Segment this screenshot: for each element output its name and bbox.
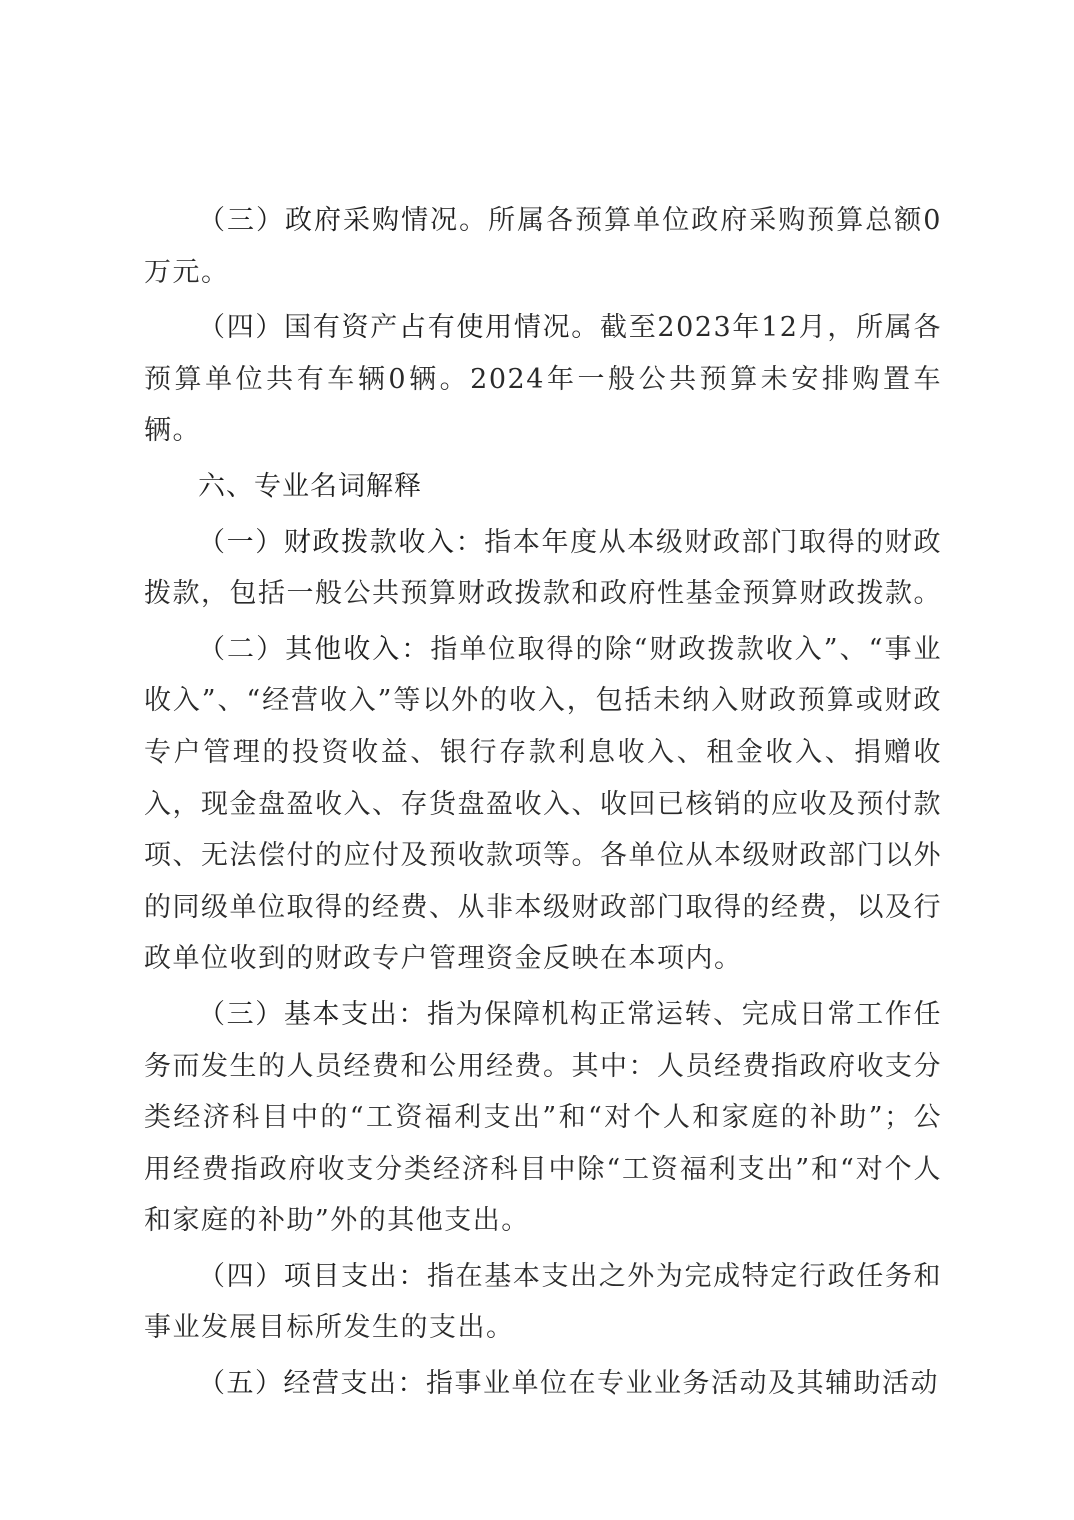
definition-text: 指为保障机构正常运转、完成日常工作任务而发生的人员经费和公用经费。其中：人员经费指政府收支分类经济科目中的“工资福利支出”和“对个人和家庭的补助”；公用经费指政府收支分类经济科目中除“工资福利支出”和“对个人和家庭的补助”外的其他支出。 [144, 998, 943, 1237]
definition-project-expenditure [144, 1251, 942, 1354]
definition-term: （二）其他收入： [198, 633, 431, 665]
paragraph-text: 截至2023年12月，所属各预算单位共有车辆0辆。2024年一般公共预算未安排购置车辆。 [144, 312, 942, 447]
paragraph-government-procurement [144, 195, 942, 298]
definition-fiscal-appropriation-income [144, 517, 942, 620]
definition-text: 指事业单位在专业业务活动及其辅助活动 [426, 1368, 939, 1400]
definition-term: （四）项目支出： [198, 1260, 427, 1292]
section-heading: 六、专业名词解释 [198, 470, 422, 502]
paragraph-lead: （四）国有资产占有使用情况。 [198, 312, 600, 344]
definition-text: 指单位取得的除“财政拨款收入”、“事业收入”、“经营收入”等以外的收入，包括未纳入财政预算或财政专户管理的投资收益、银行存款利息收入、租金收入、捐赠收入，现金盘盈收入、存货盘盈收入、收回已核销的应收及预付款项、无法偿付的应付及预收款项等。各单位从本级财政部门以外的同级单位取得的经费、从非本级财政部门取得的经费，以及行政单位收到的财政专户管理资金反映在本项内。 [144, 633, 942, 975]
paragraph-lead: （三）政府采购情况。 [198, 205, 489, 236]
definition-term: （三）基本支出： [198, 998, 427, 1030]
paragraph-text: 所属各预算单位政府采购预算总额0万元。 [144, 205, 942, 288]
definition-basic-expenditure [144, 989, 942, 1247]
definition-text: 指本年度从本级财政部门取得的财政拨款，包括一般公共预算财政拨款和政府性基金预算财政拨款。 [144, 526, 943, 610]
paragraph-state-assets [144, 302, 942, 457]
document-body [144, 195, 942, 1410]
definition-other-income [144, 624, 942, 985]
definition-text: 指在基本支出之外为完成特定行政任务和事业发展目标所发生的支出。 [144, 1260, 943, 1344]
definition-term: （一）财政拨款收入： [198, 526, 485, 558]
definition-operating-expenditure [144, 1358, 942, 1410]
definition-term: （五）经营支出： [198, 1368, 426, 1400]
